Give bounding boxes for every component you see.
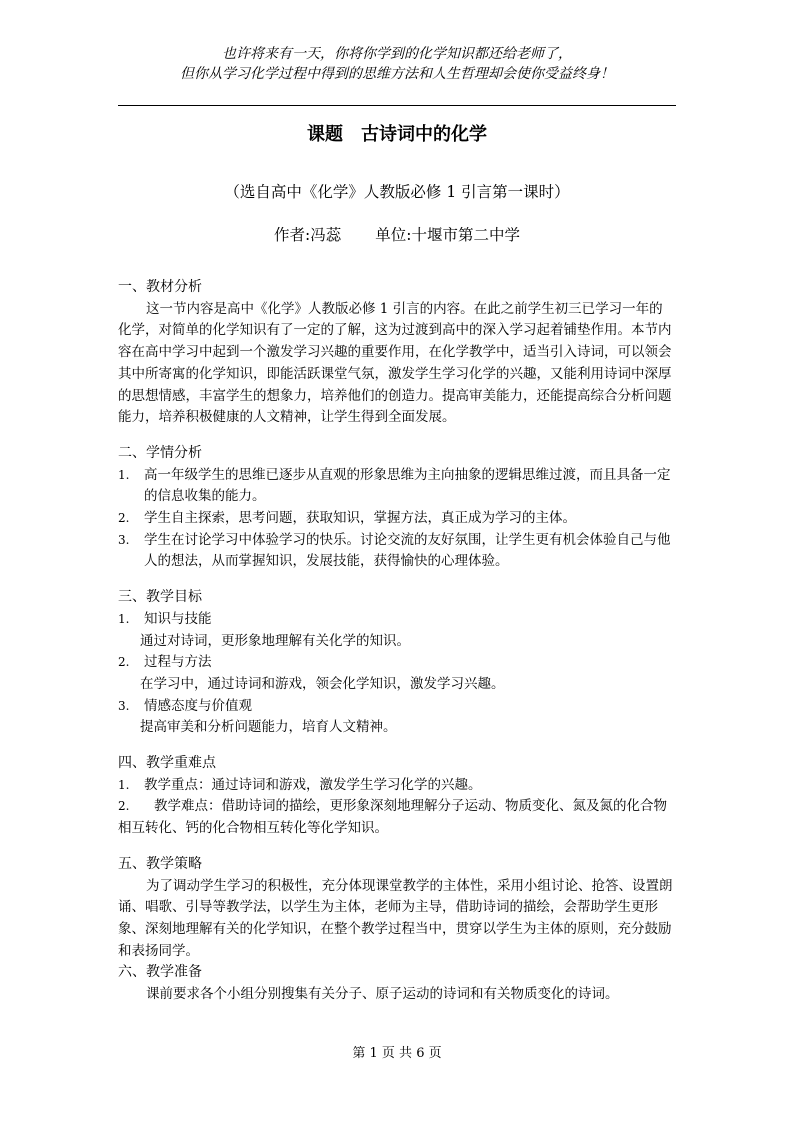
list-number: 2. [118, 511, 130, 526]
document-body [118, 277, 676, 1020]
list-number: 2. [118, 655, 130, 670]
list-item [118, 775, 676, 797]
section-teaching-goals [118, 587, 676, 739]
goal-title: 过程与方法 [144, 654, 212, 671]
list-text: 学生自主探索，思考问题，获取知识，掌握方法，真正成为学习的主体。 [144, 510, 576, 527]
goal-text: 提高审美和分析问题能力，培育人文精神。 [140, 719, 397, 736]
document-subtitle: （选自高中《化学》人教版必修 1 引言第一课时） [224, 183, 570, 201]
section-textbook-analysis [118, 277, 676, 429]
header-line-2: 但你从学习化学过程中得到的思维方法和人生哲理却会使你受益终身！ [180, 66, 614, 82]
author-line [118, 223, 676, 245]
section-heading: 三、教学目标 [118, 589, 202, 606]
section-teaching-strategy [118, 854, 676, 963]
section-heading: 六、教学准备 [118, 964, 202, 981]
section-paragraph: 为了调动学生学习的积极性，充分体现课堂教学的主体性，采用小组讨论、抢答、设置朗诵、唱歌、引导等教学法，以学生为主体，老师为主导，借助诗词的描绘，会帮助学生更形象、深刻地理解有关的化学知识，在整个教学过程当中，贯穿以学生为主体的原则，充分鼓励和表扬同学。 [118, 877, 673, 959]
section-learner-analysis [118, 443, 676, 573]
list-number: 3. [118, 532, 130, 547]
header-line-1: 也许将来有一天，你将你学到的化学知识都还给老师了， [222, 46, 572, 62]
section-heading: 二、学情分析 [118, 444, 202, 461]
list-item [118, 465, 676, 508]
section-heading: 四、教学重难点 [118, 755, 216, 772]
goal-text: 在学习中，通过诗词和游戏，领会化学知识，激发学习兴趣。 [140, 675, 505, 692]
list-number: 2. [118, 799, 130, 814]
section-key-points [118, 753, 676, 840]
page-footer: 第 1 页 共 6 页 [352, 1046, 442, 1061]
list-item [118, 508, 676, 530]
goal-title: 知识与技能 [144, 610, 212, 627]
list-text: 高一年级学生的思维已逐步从直观的形象思维为主向抽象的逻辑思维过渡，而且具备一定的信息收集的能力。 [144, 466, 671, 505]
goal-title: 情感态度与价值观 [144, 697, 252, 714]
section-teaching-preparation [118, 962, 676, 1005]
goal-text: 通过对诗词，更形象地理解有关化学的知识。 [140, 632, 410, 649]
list-number: 1. [118, 467, 130, 482]
list-text: 教学难点：借助诗词的描绘，更形象深刻地理解分子运动、物质变化、氮及氮的化合物相互转化、钙的化合物相互转化等化学知识。 [118, 798, 667, 837]
list-number: 1. [118, 777, 130, 792]
list-item [118, 530, 676, 573]
list-item [118, 796, 676, 839]
list-item [118, 696, 676, 718]
section-heading: 一、教材分析 [118, 279, 202, 295]
header-divider [118, 105, 676, 106]
section-heading: 五、教学策略 [118, 855, 202, 872]
section-paragraph: 课前要求各个小组分别搜集有关分子、原子运动的诗词和有关物质变化的诗词。 [146, 986, 619, 1003]
page-header [118, 44, 676, 84]
section-paragraph: 这一节内容是高中《化学》人教版必修 1 引言的内容。在此之前学生初三已学习一年的化学，对简单的化学知识有了一定的了解，这为过渡到高中的深入学习起着铺垫作用。本节内容在高中学习中起到一个激发学习兴趣的重要作用，在化学教学中，适当引入诗词，可以领会其中所寄寓的化学知识，即能活跃课堂气氛，激发学生学习化学的兴趣，又能利用诗词中深厚的思想情感，丰富学生的想象力，培养他们的创造力。提高审美能力，还能提高综合分析问题能力，培养积极健康的人文精神，让学生得到全面发展。 [118, 300, 672, 426]
list-text: 教学重点：通过诗词和游戏，激发学生学习化学的兴趣。 [144, 776, 482, 793]
author-name: 作者:冯蕊 [274, 226, 342, 244]
list-text: 学生在讨论学习中体验学习的快乐。讨论交流的友好氛围，让学生更有机会体验自己与他人的想法，从而掌握知识，发展技能，获得愉快的心理体验。 [144, 531, 671, 570]
document-title: 课题 古诗词中的化学 [307, 124, 487, 145]
list-number: 3. [118, 698, 130, 713]
list-number: 1. [118, 611, 130, 626]
author-unit: 单位:十堰市第二中学 [375, 226, 520, 244]
list-item [118, 652, 676, 674]
list-item [118, 609, 676, 631]
